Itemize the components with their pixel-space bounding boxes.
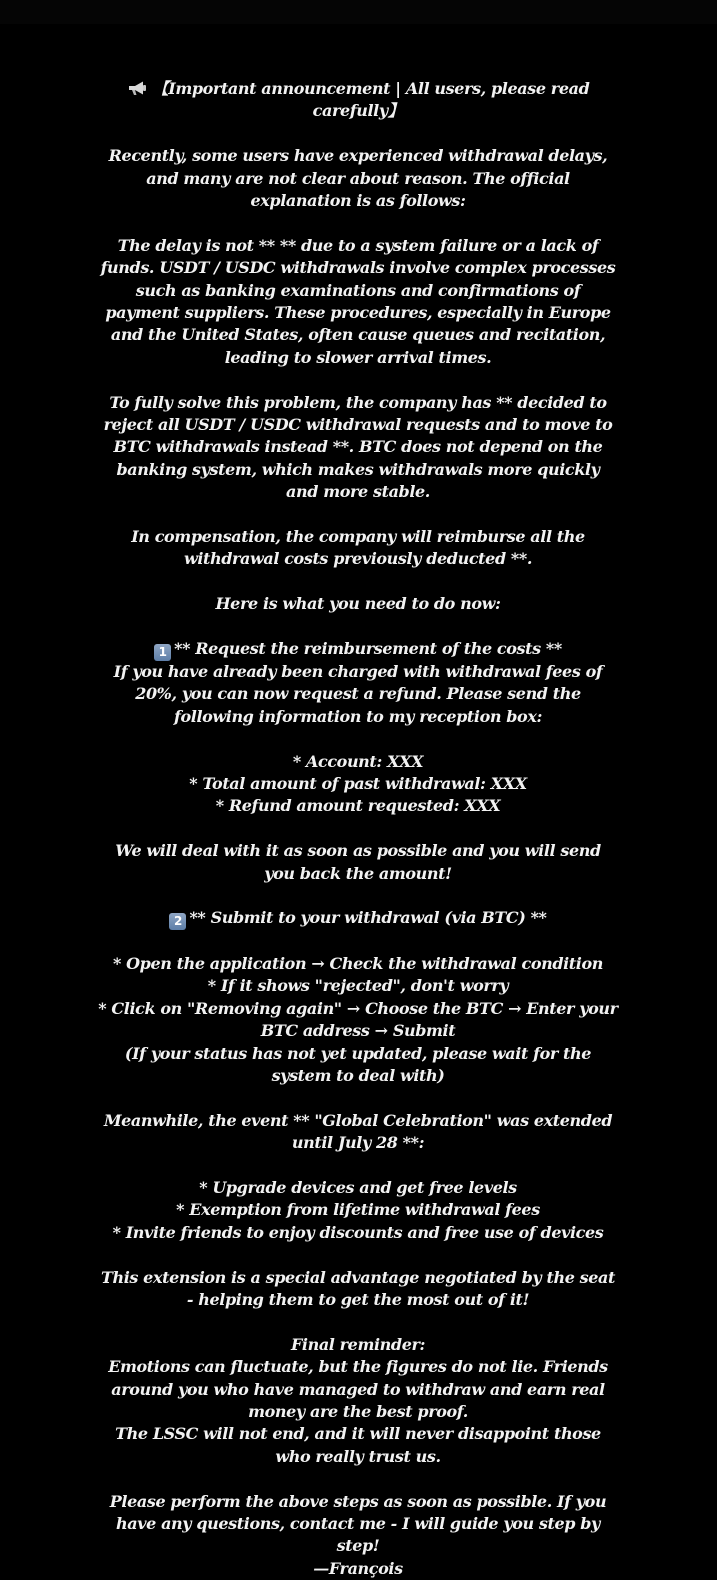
list-item: * Upgrade devices and get free levels xyxy=(199,1177,517,1197)
text-line: Meanwhile, the event ** "Global Celebration" was extended xyxy=(103,1110,613,1130)
list-item: * If it shows "rejected", don't worry xyxy=(207,976,509,996)
signature: —François xyxy=(313,1558,403,1578)
text-line: step! xyxy=(336,1536,380,1556)
compensation-paragraph xyxy=(92,526,624,571)
text-line: Final reminder: xyxy=(290,1334,426,1354)
text-line: BTC withdrawals instead **. BTC does not depend on the xyxy=(113,437,603,457)
step-2-title: ** Submit to your withdrawal (via BTC) ** xyxy=(189,908,547,928)
list-item: * Refund amount requested: XXX xyxy=(215,796,501,816)
text-line: The delay is not ** ** due to a system failure or a lack of xyxy=(117,235,599,255)
text-line: who really trust us. xyxy=(275,1446,441,1466)
text-line: Emotions can fluctuate, but the figures do not lie. Friends xyxy=(108,1357,608,1377)
todo-heading xyxy=(92,593,624,615)
text-line: - helping them to get the most out of it! xyxy=(186,1289,530,1309)
text-line: banking system, which makes withdrawals more quickly xyxy=(116,459,600,479)
list-item: * Invite friends to enjoy discounts and free use of devices xyxy=(112,1222,604,1242)
text-line: have any questions, contact me - I will guide you step by xyxy=(116,1513,600,1533)
text-line: To fully solve this problem, the company has ** decided to xyxy=(109,392,607,412)
text-line: and the United States, often cause queues and recitation, xyxy=(110,325,606,345)
text-line: such as banking examinations and confirmations of xyxy=(135,280,581,300)
text-line: Here is what you need to do now: xyxy=(215,594,501,614)
list-item: system to deal with) xyxy=(271,1065,445,1085)
list-item: * Open the application → Check the withdrawal condition xyxy=(112,953,603,973)
keycap-1-icon: 1 xyxy=(154,644,171,661)
text-line: you back the amount! xyxy=(264,863,452,883)
text-line: following information to my reception box: xyxy=(174,706,542,726)
text-line: leading to slower arrival times. xyxy=(224,347,492,367)
text-line: In compensation, the company will reimburse all the xyxy=(131,527,585,547)
text-line: payment suppliers. These procedures, especially in Europe xyxy=(105,303,611,323)
step-2-instructions xyxy=(92,953,624,1087)
text-line: We will deal with it as soon as possible and you will send xyxy=(115,841,601,861)
top-bar xyxy=(0,0,717,24)
text-line: explanation is as follows: xyxy=(250,191,466,211)
title-line: 【Important announcement | All users, please read xyxy=(152,79,590,98)
text-line: withdrawal costs previously deducted **. xyxy=(183,549,533,569)
text-line: Recently, some users have experienced withdrawal delays, xyxy=(108,146,608,166)
text-line: around you who have managed to withdraw and earn real xyxy=(111,1379,605,1399)
list-item: * Total amount of past withdrawal: XXX xyxy=(189,774,527,794)
list-item: (If your status has not yet updated, please wait for the xyxy=(124,1043,592,1063)
list-item: BTC address → Submit xyxy=(260,1021,456,1041)
step-1-title: ** Request the reimbursement of the costs ** xyxy=(174,639,562,659)
extension-note-paragraph xyxy=(92,1267,624,1312)
keycap-2-icon: 2 xyxy=(169,913,186,930)
refund-fields-list xyxy=(92,751,624,818)
text-line: The LSSC will not end, and it will never disappoint those xyxy=(115,1424,601,1444)
text-line: reject all USDT / USDC withdrawal requests and to move to xyxy=(103,415,613,435)
step-1-section xyxy=(92,638,624,728)
list-item: * Account: XXX xyxy=(292,751,424,771)
text-line: Please perform the above steps as soon as possible. If you xyxy=(109,1491,607,1511)
list-item: * Click on "Removing again" → Choose the BTC → Enter your xyxy=(98,998,618,1018)
list-item: * Exemption from lifetime withdrawal fees xyxy=(176,1200,540,1220)
final-reminder-paragraph xyxy=(92,1334,624,1468)
text-line: If you have already been charged with withdrawal fees of xyxy=(113,662,603,682)
text-line: money are the best proof. xyxy=(248,1401,468,1421)
announcement-message xyxy=(92,78,624,1580)
megaphone-icon xyxy=(127,80,149,96)
title-line: carefully】 xyxy=(312,101,404,121)
refund-note-paragraph xyxy=(92,840,624,885)
text-line: and more stable. xyxy=(286,482,430,502)
step-2-heading xyxy=(92,907,624,930)
text-line: 20%, you can now request a refund. Please send the xyxy=(135,684,581,704)
event-paragraph xyxy=(92,1110,624,1155)
text-line: funds. USDT / USDC withdrawals involve complex processes xyxy=(100,258,616,278)
announcement-title xyxy=(92,78,624,123)
text-line: This extension is a special advantage negotiated by the seat xyxy=(100,1267,616,1287)
text-line: and many are not clear about reason. The official xyxy=(146,168,570,188)
closing-paragraph xyxy=(92,1491,624,1580)
delay-reason-paragraph xyxy=(92,235,624,369)
solution-paragraph xyxy=(92,392,624,504)
event-benefits-list xyxy=(92,1177,624,1244)
intro-paragraph xyxy=(92,145,624,212)
text-line: until July 28 **: xyxy=(291,1133,425,1153)
